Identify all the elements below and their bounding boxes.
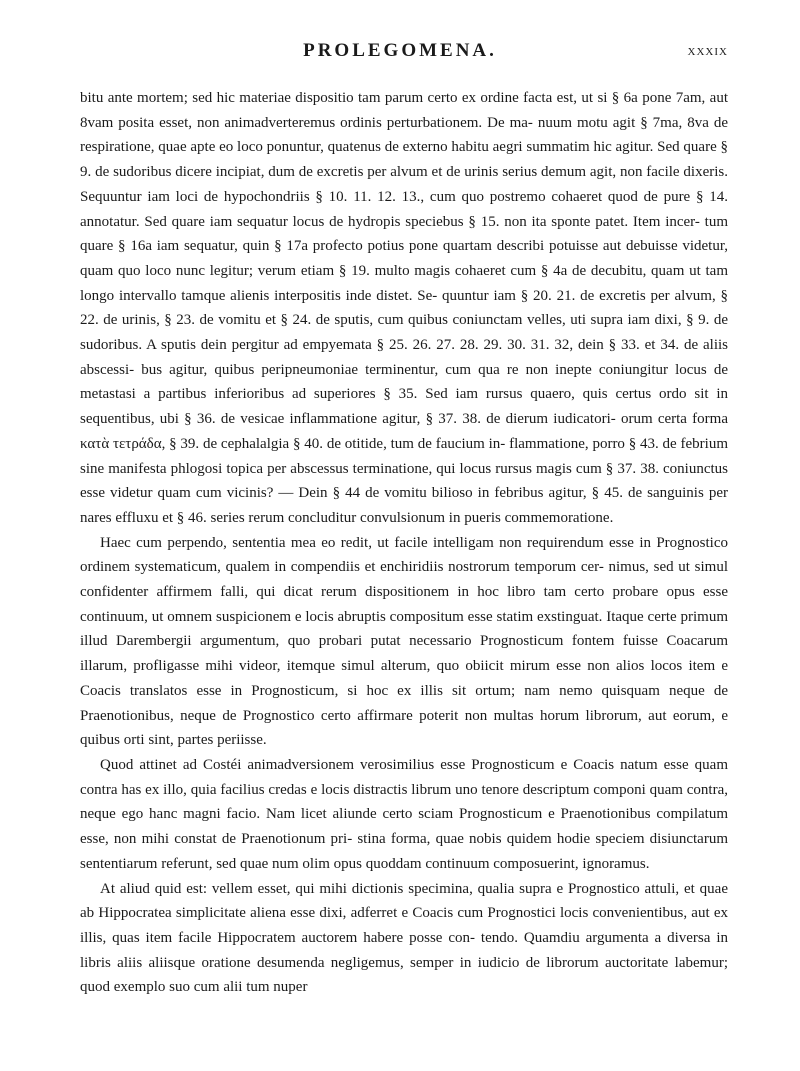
running-title: PROLEGOMENA. [303,40,497,61]
paragraph-1: bitu ante mortem; sed hic materiae dispositio tam parum certo ex ordine facta est, ut si § 6a pone 7am, aut 8vam posita esset, non animadverteremus ordinis perturbationem. De ma- nuum motu agit § 7ma, 8va de respiratione, quae apte eo loco ponuntur, quatenus de externo habitu aegri summatim hic agitur. Sed quare § 9. de sudoribus dicere incipiat, dum de excretis per alvum et de urinis serius demum agit, non facile dixeris. Sequuntur iam loci de hypochondriis § 10. 11. 12. 13., cum quo postremo cohaeret quod de pure § 14. annotatur. Sed quare iam sequatur locus de hydropis speciebus § 15. non ita sponte patet. Item incer- tum quare § 16a iam sequatur, quin § 17a profecto potius pone quartam describi potuisse aut debuisse videtur, quam quo loco nunc legitur; verum etiam § 19. multo magis cohaeret cum § 4a de decubitu, quam ut tam longo intervallo tamque alienis interpositis inde distet. Se- quuntur iam § 20. 21. de excretis per alvum, § 22. de urinis, § 23. de vomitu et § 24. de sputis, cum quibus coniunctam velles, uti supra iam dixi, § 9. de sudoribus. A sputis dein pergitur ad empyemata § 25. 26. 27. 28. 29. 30. 31. 32, dein § 33. et 34. de aliis abscessi- bus agitur, quibus peripneumoniae terminentur, cum qua re non inepte coniungitur locus de metastasi a partibus inferioribus ad superiores § 35. Sed iam rursus quaero, quis certus ordo sit in sequentibus, ubi § 36. de vesicae inflammatione agitur, § 37. 38. de dierum iudicatori- orum certa forma κατὰ τετράδα, § 39. de cephalalgia § 40. de otitide, tum de faucium in- flammatione, porro § 43. de febrium sine manifesta phlogosi topica per abscessus terminatione, qui locus rursus magis cum § 37. 38. coniunctus esse videtur quam cum vicinis? — Dein § 44 de vomitu bilioso in febribus agitur, § 45. de sanguinis per nares effluxu et § 46. series rerum concluditur convulsionum in pueris commemoratione. [80,90,728,526]
paragraph-4: At aliud quid est: vellem esset, qui mihi dictionis specimina, qualia supra e Prognostico attuli, et quae ab Hippocratea simplicitate aliena esse dixi, adferret e Coacis cum Prognostici locis convenientibus, aut ex illis, quas item facile Hippocratem auctorem habere posse con- tendo. Quamdiu argumenta a diversa in libris aliis aliisque oratione desumenda negligemus, semper in iudicio de librorum auctoritate labemur; quod exemplo suo cum alii tum nuper [80,880,728,996]
paragraph-2: Haec cum perpendo, sententia mea eo redit, ut facile intelligam non requirendum esse in Prognostico ordinem systematicum, qualem in compendiis et enchiridiis nostrorum temporum cer- nimus, sed ut simul confidenter affirmem falli, qui dicat rerum dispositionem in hoc libro tam certo probare opus esse continuum, ut omnem suspicionem e locis abruptis compositum esse statim exstinguat. Itaque certe primum illud Darembergii argumentum, quo probari putat necessario Prognosticum fontem fuisse Coacarum illarum, profligasse mihi videor, itemque simul alterum, quo obiicit mirum esse non alios locos item e Coacis translatos esse in Prognosticum, si hoc ex illis sit ortum; nam nemo quisquam neque de Praenotionibus, neque de Prognostico certo affirmare poterit non multas horum librorum, aut eorum, e quibus orti sint, partes periisse. [80,534,728,749]
page-number: XXXIX [687,46,728,58]
body-text [80,86,728,1000]
paragraph-3: Quod attinet ad Costéi animadversionem verosimilius esse Prognosticum e Coacis natum esse quam contra has ex illo, quia facilius credas e locis distractis librum uno tenore descriptum componi quam contra, neque ego hanc magni facio. Nam licet aliunde certo sciam Prognosticum e Praenotionibus compilatum esse, non mihi constat de Praenotionum pri- stina forma, quae nobis quidem hodie speciem disiunctarum sententiarum referunt, sed quae num olim opus quoddam continuum composuerint, ignoramus. [80,756,728,872]
